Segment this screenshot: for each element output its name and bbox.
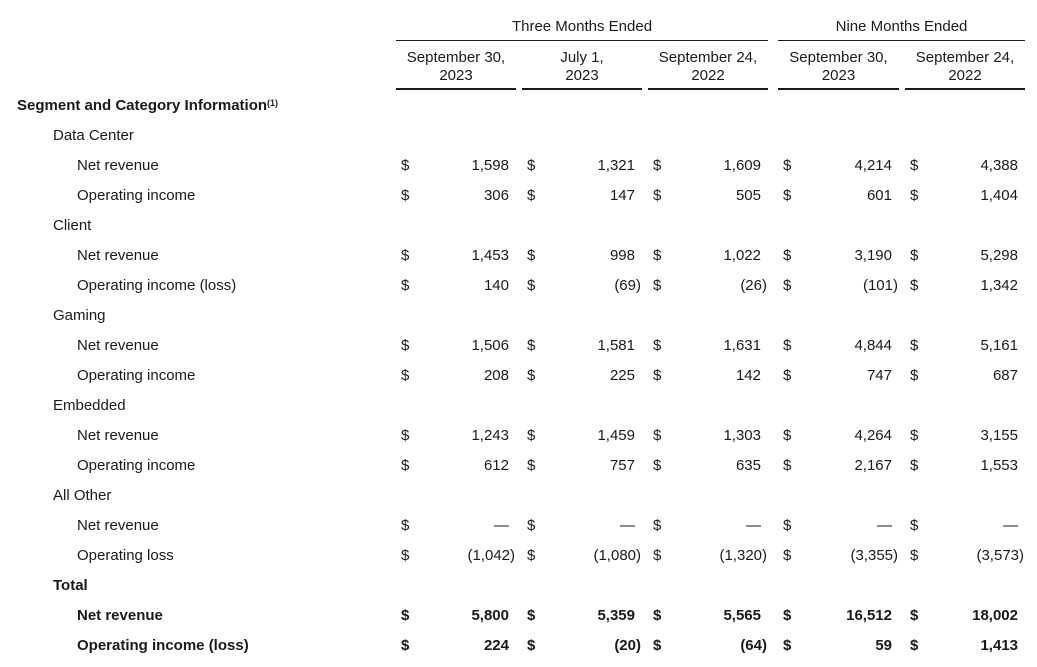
column-header-5-line2: 2022	[948, 67, 982, 84]
column-header-2	[522, 49, 642, 85]
currency-symbol: $	[783, 367, 792, 384]
currency-symbol: $	[401, 187, 410, 204]
table-cell-value: (20)	[614, 637, 641, 654]
currency-symbol: $	[783, 277, 792, 294]
section-title-text: Segment and Category Information	[17, 97, 268, 114]
currency-symbol: $	[401, 637, 410, 654]
table-cell-value: 5,800	[471, 607, 509, 624]
table-cell-value: 147	[609, 187, 635, 204]
table-cell-value: 2,167	[854, 457, 892, 474]
table-cell-value: (64)	[740, 637, 767, 654]
currency-symbol: $	[910, 517, 919, 534]
currency-symbol: $	[401, 517, 410, 534]
currency-symbol: $	[783, 157, 792, 174]
table-cell-value: 747	[866, 367, 892, 384]
group-underline-three-months	[396, 40, 768, 41]
currency-symbol: $	[910, 247, 919, 264]
table-cell-value: 5,161	[980, 337, 1018, 354]
currency-symbol: $	[653, 367, 662, 384]
currency-symbol: $	[783, 247, 792, 264]
column-underline-1	[396, 88, 516, 90]
currency-symbol: $	[783, 547, 792, 564]
currency-symbol: $	[527, 607, 536, 624]
group-header-nine-months: Nine Months Ended	[835, 18, 968, 35]
table-cell-value: 5,565	[723, 607, 761, 624]
table-cell-value: 635	[735, 457, 761, 474]
currency-symbol: $	[527, 547, 536, 564]
table-cell-value: —	[494, 517, 509, 534]
section-title	[17, 97, 278, 115]
currency-symbol: $	[653, 277, 662, 294]
currency-symbol: $	[653, 547, 662, 564]
table-cell-value: 757	[609, 457, 635, 474]
table-cell-value: 142	[735, 367, 761, 384]
table-cell-value: 224	[483, 637, 509, 654]
table-cell-value: —	[746, 517, 761, 534]
table-cell-value: (3,573)	[976, 547, 1024, 564]
currency-symbol: $	[783, 337, 792, 354]
table-cell-value: 208	[483, 367, 509, 384]
category-label: Client	[53, 217, 92, 234]
table-cell-value: 1,631	[723, 337, 761, 354]
currency-symbol: $	[783, 187, 792, 204]
table-cell-value: 505	[735, 187, 761, 204]
currency-symbol: $	[527, 457, 536, 474]
currency-symbol: $	[527, 187, 536, 204]
table-cell-value: 4,264	[854, 427, 892, 444]
currency-symbol: $	[401, 457, 410, 474]
row-label: Net revenue	[77, 247, 159, 264]
currency-symbol: $	[653, 427, 662, 444]
currency-symbol: $	[653, 337, 662, 354]
currency-symbol: $	[910, 607, 919, 624]
currency-symbol: $	[527, 427, 536, 444]
column-underline-5	[905, 88, 1025, 90]
currency-symbol: $	[527, 247, 536, 264]
table-cell-value: 306	[483, 187, 509, 204]
table-cell-value: (1,042)	[467, 547, 515, 564]
currency-symbol: $	[401, 547, 410, 564]
table-cell-value: 225	[609, 367, 635, 384]
table-cell-value: (26)	[740, 277, 767, 294]
currency-symbol: $	[653, 637, 662, 654]
row-label: Operating income (loss)	[77, 277, 237, 294]
column-header-3	[648, 49, 768, 85]
table-cell-value: (1,320)	[719, 547, 767, 564]
row-label: Operating loss	[77, 547, 174, 564]
currency-symbol: $	[401, 367, 410, 384]
currency-symbol: $	[910, 187, 919, 204]
currency-symbol: $	[910, 427, 919, 444]
currency-symbol: $	[910, 337, 919, 354]
table-cell-value: 1,404	[980, 187, 1018, 204]
row-label: Net revenue	[77, 157, 159, 174]
column-header-3-line1: September 24,	[658, 49, 758, 66]
table-cell-value: 1,598	[471, 157, 509, 174]
currency-symbol: $	[527, 337, 536, 354]
table-cell-value: —	[620, 517, 635, 534]
currency-symbol: $	[783, 607, 792, 624]
column-header-4	[778, 49, 899, 85]
table-cell-value: —	[1003, 517, 1018, 534]
currency-symbol: $	[527, 277, 536, 294]
currency-symbol: $	[653, 457, 662, 474]
table-cell-value: 1,413	[980, 637, 1018, 654]
category-label: Embedded	[53, 397, 126, 414]
table-cell-value: 1,459	[597, 427, 635, 444]
row-label: Net revenue	[77, 607, 163, 624]
currency-symbol: $	[910, 367, 919, 384]
table-cell-value: 5,298	[980, 247, 1018, 264]
currency-symbol: $	[401, 427, 410, 444]
category-label: Total	[53, 577, 88, 594]
table-cell-value: 1,342	[980, 277, 1018, 294]
table-cell-value: 998	[609, 247, 635, 264]
currency-symbol: $	[910, 277, 919, 294]
table-cell-value: —	[877, 517, 892, 534]
column-header-2-line1: July 1,	[560, 49, 604, 66]
group-underline-nine-months	[778, 40, 1025, 41]
row-label: Operating income	[77, 457, 196, 474]
column-header-4-line1: September 30,	[789, 49, 888, 66]
table-cell-value: (3,355)	[850, 547, 898, 564]
currency-symbol: $	[910, 457, 919, 474]
table-cell-value: (1,080)	[593, 547, 641, 564]
table-cell-value: 5,359	[597, 607, 635, 624]
currency-symbol: $	[401, 277, 410, 294]
column-header-4-line2: 2023	[821, 67, 856, 84]
table-cell-value: 16,512	[846, 607, 892, 624]
table-cell-value: 4,844	[854, 337, 892, 354]
column-header-1	[396, 49, 516, 85]
group-header-three-months: Three Months Ended	[511, 18, 653, 35]
table-cell-value: (69)	[614, 277, 641, 294]
currency-symbol: $	[527, 157, 536, 174]
table-cell-value: (101)	[862, 277, 898, 294]
currency-symbol: $	[527, 517, 536, 534]
currency-symbol: $	[401, 247, 410, 264]
table-cell-value: 1,453	[471, 247, 509, 264]
column-header-3-line2: 2022	[691, 67, 725, 84]
currency-symbol: $	[653, 157, 662, 174]
currency-symbol: $	[653, 517, 662, 534]
row-label: Net revenue	[77, 337, 159, 354]
table-cell-value: 59	[875, 637, 892, 654]
row-label: Operating income	[77, 367, 196, 384]
currency-symbol: $	[653, 247, 662, 264]
table-cell-value: 3,190	[854, 247, 892, 264]
table-cell-value: 1,581	[597, 337, 635, 354]
currency-symbol: $	[653, 607, 662, 624]
section-footnote-marker: (1)	[267, 98, 279, 108]
currency-symbol: $	[910, 637, 919, 654]
currency-symbol: $	[910, 157, 919, 174]
column-header-1-line2: 2023	[439, 67, 473, 84]
table-cell-value: 1,022	[723, 247, 761, 264]
currency-symbol: $	[401, 607, 410, 624]
table-cell-value: 1,609	[723, 157, 761, 174]
row-label: Net revenue	[77, 427, 159, 444]
table-cell-value: 140	[483, 277, 509, 294]
column-header-1-line1: September 30,	[406, 49, 506, 66]
currency-symbol: $	[783, 427, 792, 444]
column-header-5	[905, 49, 1025, 85]
table-cell-value: 1,243	[471, 427, 509, 444]
table-cell-value: 4,214	[854, 157, 892, 174]
row-label: Operating income	[77, 187, 196, 204]
currency-symbol: $	[527, 637, 536, 654]
table-cell-value: 1,321	[597, 157, 635, 174]
currency-symbol: $	[401, 157, 410, 174]
column-underline-3	[648, 88, 768, 90]
table-cell-value: 687	[992, 367, 1018, 384]
category-label: Gaming	[53, 307, 106, 324]
table-cell-value: 4,388	[980, 157, 1018, 174]
currency-symbol: $	[783, 517, 792, 534]
currency-symbol: $	[910, 547, 919, 564]
currency-symbol: $	[783, 637, 792, 654]
column-header-5-line1: September 24,	[915, 49, 1015, 66]
column-underline-4	[778, 88, 899, 90]
row-label: Operating income (loss)	[77, 637, 249, 654]
currency-symbol: $	[527, 367, 536, 384]
category-label: Data Center	[53, 127, 134, 144]
table-cell-value: 1,506	[471, 337, 509, 354]
currency-symbol: $	[653, 187, 662, 204]
table-cell-value: 612	[483, 457, 509, 474]
table-cell-value: 1,553	[980, 457, 1018, 474]
table-cell-value: 601	[866, 187, 892, 204]
table-cell-value: 18,002	[972, 607, 1018, 624]
category-label: All Other	[53, 487, 112, 504]
column-header-2-line2: 2023	[565, 67, 599, 84]
table-cell-value: 1,303	[723, 427, 761, 444]
column-underline-2	[522, 88, 642, 90]
table-cell-value: 3,155	[980, 427, 1018, 444]
row-label: Net revenue	[77, 517, 159, 534]
currency-symbol: $	[783, 457, 792, 474]
currency-symbol: $	[401, 337, 410, 354]
